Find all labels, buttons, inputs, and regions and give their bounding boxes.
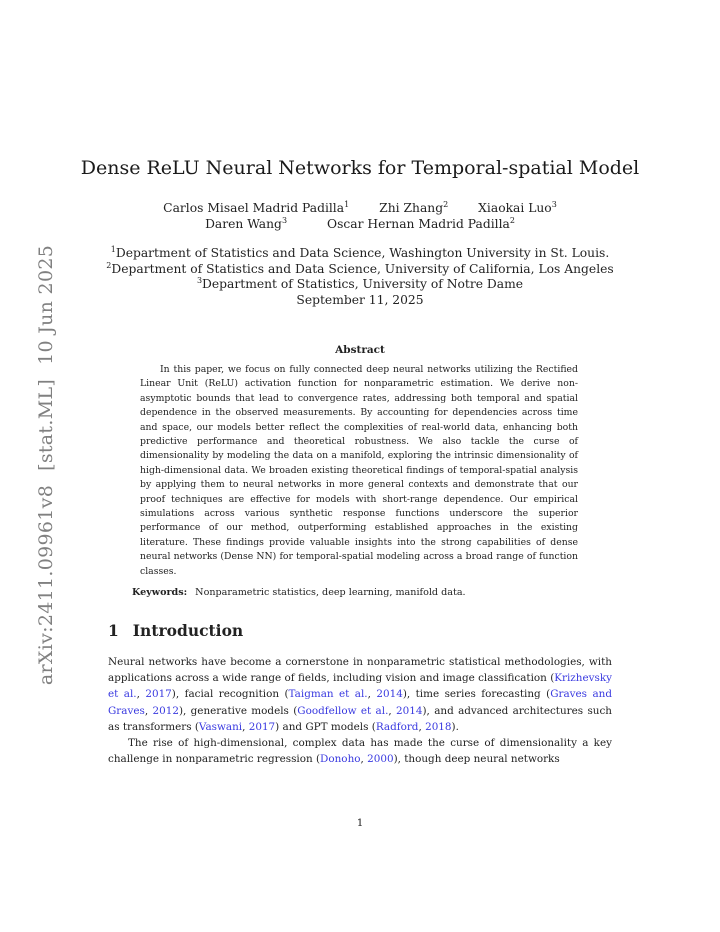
- author: Carlos Misael Madrid Padilla$^1$: [163, 199, 350, 215]
- citation-link[interactable]: 2012: [152, 704, 179, 717]
- citation-link[interactable]: Radford: [375, 720, 419, 733]
- abstract-text: In this paper, we focus on fully connected deep neural networks utilizing the Rectified Linear Unit (ReLU) activation function for nonparametric estimation. We derive non-asymptotic bounds that lead to convergence rates, addressing both temporal and spatial dependence in the observed measurements. By accounting for dependencies across time and space, our models better reflect the complexities of real-world data, enhancing both predictive performance and theoretical robustness. We also tackle the curse of dimensionality by modeling the data on a manifold, exploring the intrinsic dimensionality of high-dimensional data. We broaden existing theoretical findings of temporal-spatial analysis by applying them to neural networks in more general contexts and demonstrate that our proof techniques are effective for models with short-range dependence. Our empirical simulations across various synthetic response functions underscore the superior performance of our method, outperforming established approaches in the existing literature. These findings provide valuable insights into the strong capabilities of dense neural networks (Dense NN) for temporal-spatial modeling across a broad range of function classes.: [140, 364, 578, 577]
- arxiv-date: 10 Jun 2025: [35, 244, 57, 365]
- author: Oscar Hernan Madrid Padilla$^2$: [327, 215, 515, 231]
- citation-link[interactable]: Graves and Graves: [108, 688, 612, 717]
- affiliation: $^1$Department of Statistics and Data Science, Washington University in St. Louis.: [110, 244, 610, 260]
- paragraph: Neural networks have become a cornerstone in nonparametric statistical methodologies, with applications across a wide range of fields, including vision and image classification (Krizhevsky et al., 2017), facial recognition (Taigman et al., 2014), time series forecasting (Graves and Graves, 2012), generative models (Goodfellow et al., 2014), and advanced architectures such as transformers (Vaswani, 2017) and GPT models (Radford, 2018).: [108, 656, 612, 733]
- keywords-text: Nonparametric statistics, deep learning, manifold data.: [195, 587, 466, 598]
- citation-link[interactable]: 2017: [145, 688, 172, 701]
- author: Zhi Zhang$^2$: [379, 199, 449, 215]
- citation-link[interactable]: Krizhevsky et al.: [108, 672, 612, 701]
- intro-body: [108, 654, 612, 767]
- paper-title: Dense ReLU Neural Networks for Temporal-spatial Model: [80, 157, 640, 179]
- arxiv-id: arXiv:2411.09961v8: [35, 484, 57, 686]
- page-number: 1: [356, 817, 364, 829]
- arxiv-category: [stat.ML]: [35, 378, 57, 471]
- citation-link[interactable]: 2014: [396, 704, 423, 717]
- citation-link[interactable]: 2017: [248, 720, 276, 733]
- section-heading: [108, 621, 243, 640]
- author-row-1: [0, 200, 720, 217]
- citation-link[interactable]: 2018: [425, 720, 452, 733]
- keywords: [132, 586, 592, 600]
- paragraph: The rise of high-dimensional, complex data has made the curse of dimensionality a key challenge in nonparametric regression (Donoho, 2000), though deep neural networks: [108, 737, 612, 766]
- author: Daren Wang$^3$: [205, 215, 288, 231]
- keywords-label: Keywords:: [132, 587, 188, 598]
- citation-link[interactable]: Taigman et al.: [288, 688, 368, 701]
- paper-date: September 11, 2025: [296, 292, 424, 307]
- citation-link[interactable]: Donoho: [320, 753, 361, 766]
- author-row-2: [0, 216, 720, 233]
- arxiv-identifier: [35, 245, 57, 685]
- section-title: Introduction: [132, 621, 244, 640]
- citation-link[interactable]: Goodfellow et al.: [297, 704, 389, 717]
- author: Xiaokai Luo$^3$: [478, 199, 557, 215]
- section-number: 1: [108, 621, 119, 640]
- affiliation: $^2$Department of Statistics and Data Science, University of California, Los Angeles: [106, 260, 614, 276]
- citation-link[interactable]: 2014: [376, 688, 403, 701]
- affiliations: [0, 246, 720, 308]
- abstract-heading: Abstract: [335, 344, 385, 356]
- affiliation: $^3$Department of Statistics, University of Notre Dame: [196, 275, 524, 291]
- citation-link[interactable]: Vaswani: [198, 720, 243, 733]
- citation-link[interactable]: 2000: [367, 753, 394, 766]
